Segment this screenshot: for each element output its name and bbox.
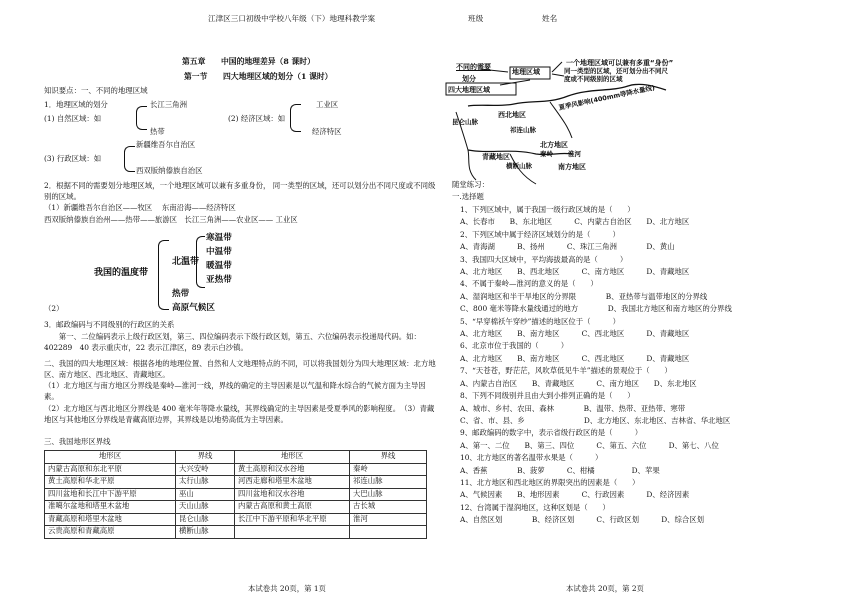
diagram-note1: 一个地理区域可以兼有多重“身份” [566, 59, 674, 67]
table-cell: 四川盆地和长江中下游平原 [45, 488, 176, 501]
question-options: A、青海湖 B、扬州 C、珠江三角洲 D、黄山 [460, 242, 675, 252]
question-stem: 1、下列区域中，属于我国一级行政区域的是（ ） [460, 205, 635, 214]
label-isoline: 夏季风影响(400mm等降水量线) [558, 83, 656, 112]
table-header: 界线 [350, 451, 427, 464]
question-stem: 6、北京市位于我国的（ ） [460, 341, 569, 351]
question-stem: 5、“早穿棉袄午穿纱”描述的地区位于（ ） [460, 316, 621, 326]
question-stem: 9、邮政编码的数字中，表示省级行政区的是（ ） [460, 428, 643, 438]
choice-section-title: 一.选择题 [452, 192, 484, 201]
question-stem: 4、不属于秦岭—淮河的意义的是（ ） [460, 279, 598, 289]
table-cell: 四川盆地和汉水谷地 [235, 488, 350, 501]
point-3-body: 第一、二位编码表示上级行政区划，第三、四位编码表示下级行政区划，第五、六位编码表示投递局代码。如：402289 40 表示重庆市，22 表示江津区，89 表示白沙镇。 [44, 332, 421, 352]
table-cell [350, 526, 427, 539]
zone-cold-temperate: 寒温带 [206, 233, 232, 243]
table-header: 地形区 [45, 451, 176, 464]
table-row [45, 526, 427, 539]
footer-page-1: 本试卷共 20页，第 1页 [248, 584, 326, 593]
economic-example-b: 经济特区 [312, 127, 342, 136]
table-cell: 黄土高原和华北平原 [45, 476, 176, 489]
diagram-four-regions: 四大地理区域 [448, 86, 490, 94]
table-cell: 天山山脉 [176, 501, 235, 514]
table-cell: 内蒙古高原和东北平原 [45, 463, 176, 476]
north-brace [196, 236, 205, 288]
natural-example-b: 热带 [150, 127, 165, 136]
question-options: A、城市、乡村、农田、森林 B、温带、热带、亚热带、寒带 C、省、市、县、乡 D、北方地区、东北地区、吉林省、华北地区 [460, 403, 731, 425]
zone-tropical: 热带 [172, 289, 190, 299]
label-qinling: 秦岭 [540, 150, 553, 158]
zone-subtropical: 亚热带 [206, 275, 232, 285]
table-row [45, 501, 427, 514]
question-options: A、北方地区 B、西北地区 C、南方地区 D、青藏地区 [460, 267, 690, 277]
table-header: 地形区 [235, 451, 350, 464]
landform-boundary-table [44, 450, 427, 539]
region-arrows [552, 62, 564, 76]
table-cell: 准噶尔盆地和塔里木盆地 [45, 501, 176, 514]
item1-label: 1．地理区域的划分 [44, 100, 108, 109]
name-label: 姓名 [542, 14, 558, 23]
table-cell: 黄土高原和汉水谷地 [235, 463, 350, 476]
four-regions: 二、我国的四大地理区域：根据各地的地理位置、自然和人文地理特点的不同，可以将我国划分为四大地理区域：北方地区、南方地区、西北地区、青藏地区。 [44, 359, 436, 379]
admin-brace [124, 146, 135, 172]
label-north: 北方地区 [540, 141, 568, 149]
footer-page-2: 本试卷共 20页，第 2页 [566, 584, 644, 593]
knowledge-heading: 知识要点：一、不同的地理区域 [44, 86, 148, 95]
label-hengduan: 横断山脉 [506, 162, 532, 170]
table-header-row [45, 451, 427, 464]
table-row [45, 476, 427, 489]
point-2: 2．根据不同的需要划分地理区域，一个地理区域可以兼有多重身份， 同一类型的区域，还可以划分出不同尺度或不同级别的区域。 [44, 181, 436, 201]
item-2-number: （2） [44, 304, 64, 313]
table-cell: 青藏高原和塔里木盆地 [45, 513, 176, 526]
example-line-2: 西双版纳傣族自治州——热带——旅游区 长江三角洲——农业区—— 工业区 [44, 215, 298, 224]
table-row [45, 463, 427, 476]
question-stem: 7、“天苍苍，野茫茫，风吹草低见牛羊”描述的景观位于（ ） [460, 366, 672, 376]
table-cell: 云贵高原和青藏高原 [45, 526, 176, 539]
question-options: A、长春市 B、东北地区 C、内蒙古自治区 D、北方地区 [460, 217, 690, 227]
table-cell: 祁连山脉 [350, 476, 427, 489]
section-title: 第一节 四大地理区域的划分（1 课时） [184, 72, 333, 81]
practice-heading: 随堂练习： [452, 180, 489, 189]
question-list [460, 204, 820, 527]
table-cell: 大兴安岭 [176, 463, 235, 476]
label-kunlun: 昆仑山脉 [452, 118, 478, 126]
question-options: A、湿润地区和半干旱地区的分界限 B、亚热带与温带地区的分界线 C、800 毫米等降水量线通过的地方 D、我国北方地区和南方地区的分界线 [460, 291, 732, 314]
admin-example-b: 西双版纳傣族自治区 [136, 166, 203, 175]
table-cell [235, 526, 350, 539]
diagram-region: 地理区域 [512, 68, 540, 76]
question-options: A、北方地区 B、南方地区 C、西北地区 D、青藏地区 [460, 329, 690, 339]
admin-label: (3) 行政区域：如 [44, 154, 102, 163]
table-cell: 长江中下游平原和华北平原 [235, 513, 350, 526]
question-stem: 2、下列区域中属于经济区域划分的是（ ） [460, 229, 620, 239]
question-options: A、自然区划 B、经济区划 C、行政区划 D、综合区划 [460, 515, 705, 525]
table-cell: 淮河 [350, 513, 427, 526]
temperature-brace [158, 240, 169, 310]
natural-label: (1) 自然区域：如 [44, 114, 102, 123]
table-row [45, 488, 427, 501]
question-options: A、北方地区 B、南方地区 C、西北地区 D、青藏地区 [460, 353, 690, 363]
question-options: A、内蒙古自治区 B、青藏地区 C、南方地区 D、东北地区 [460, 378, 697, 388]
question-options: A、第一、二位 B、第三、四位 C、第五、六位 D、第七、八位 [460, 440, 719, 450]
table-cell: 昆仑山脉 [176, 513, 235, 526]
class-label: 班级 [468, 14, 484, 23]
diagram-note2: 同一类型的区域，还可划分出不同尺度或不同级别的区域 [564, 67, 668, 83]
zone-mid-temperate: 中温带 [206, 247, 232, 257]
label-qilian: 祁连山脉 [510, 126, 536, 134]
table-cell: 河西走廊和塔里木盆地 [235, 476, 350, 489]
economic-example-a: 工业区 [316, 100, 339, 109]
zone-warm-temperate: 暖温带 [206, 261, 232, 271]
table-cell: 内蒙古高原和黄土高原 [235, 501, 350, 514]
question-stem: 8、下列不同级别并且由大到小排列正确的是（ ） [460, 391, 635, 401]
table-cell: 大巴山脉 [350, 488, 427, 501]
zone-plateau: 高原气候区 [172, 303, 215, 313]
table-header: 界线 [176, 451, 235, 464]
economic-brace [290, 104, 301, 132]
example-line-1: （1）新疆维吾尔自治区——牧区 东南沿海——经济特区 [44, 203, 236, 212]
table-cell: 横断山脉 [176, 526, 235, 539]
table-cell: 古长城 [350, 501, 427, 514]
chapter-title: 第五章 中国的地理差异（8 课时） [182, 57, 315, 66]
question-stem: 11、北方地区和西北地区的界限突出的因素是（ ） [460, 477, 640, 487]
question-stem: 12、台湾属于湿润地区，这种区划是（ ） [460, 502, 610, 512]
diagram-divide: 划分 [462, 75, 476, 83]
landform-heading: 三、我国地形区界线 [44, 437, 111, 446]
question-options: A、香蕉 B、菠萝 C、柑橘 D、苹果 [460, 465, 660, 475]
point-3: 3．邮政编码与不同级别的行政区的关系 [44, 320, 175, 329]
question-stem: 10、北方地区的著名温带水果是（ ） [460, 453, 603, 463]
diagram-need: 不同的需要 [456, 63, 491, 71]
label-northwest: 西北地区 [498, 111, 526, 119]
boundary-north-south: （1）北方地区与南方地区分界线是秦岭—淮河一线，界线的确定的主导因素是以气温和降水综合的气候方面为主导因素。 [44, 381, 426, 401]
north-temperate-zone: 北温带 [172, 257, 200, 267]
table-cell: 秦岭 [350, 463, 427, 476]
question-options: A、气候因素 B、地形因素 C、行政因素 D、经济因素 [460, 490, 690, 500]
label-south: 南方地区 [558, 163, 586, 171]
label-huaihe: 淮河 [568, 150, 581, 158]
temperature-zone-root: 我国的温度带 [94, 268, 149, 278]
admin-example-a: 新疆维吾尔自治区 [136, 140, 196, 149]
question-stem: 3、我国四大区域中，平均海拔最高的是（ ） [460, 254, 628, 264]
economic-label: (2) 经济区域：如 [228, 114, 286, 123]
label-qingzang: 青藏地区 [482, 153, 510, 161]
table-cell: 太行山脉 [176, 476, 235, 489]
table-row [45, 513, 427, 526]
natural-example-a: 长江三角洲 [150, 100, 187, 109]
boundary-north-northwest: （2）北方地区与西北地区分界线是 400 毫米年等降水量线，其界线确定的主导因素是受夏季风的影响程度。 （3）青藏地区与其他地区分界线是青藏高原边界，其界线是以地势高低为主导因素。 [44, 404, 435, 424]
natural-brace [136, 106, 147, 130]
school-header: 江津区三口初级中学校八年级（下）地理科教学案 [208, 14, 376, 23]
table-cell: 巫山 [176, 488, 235, 501]
